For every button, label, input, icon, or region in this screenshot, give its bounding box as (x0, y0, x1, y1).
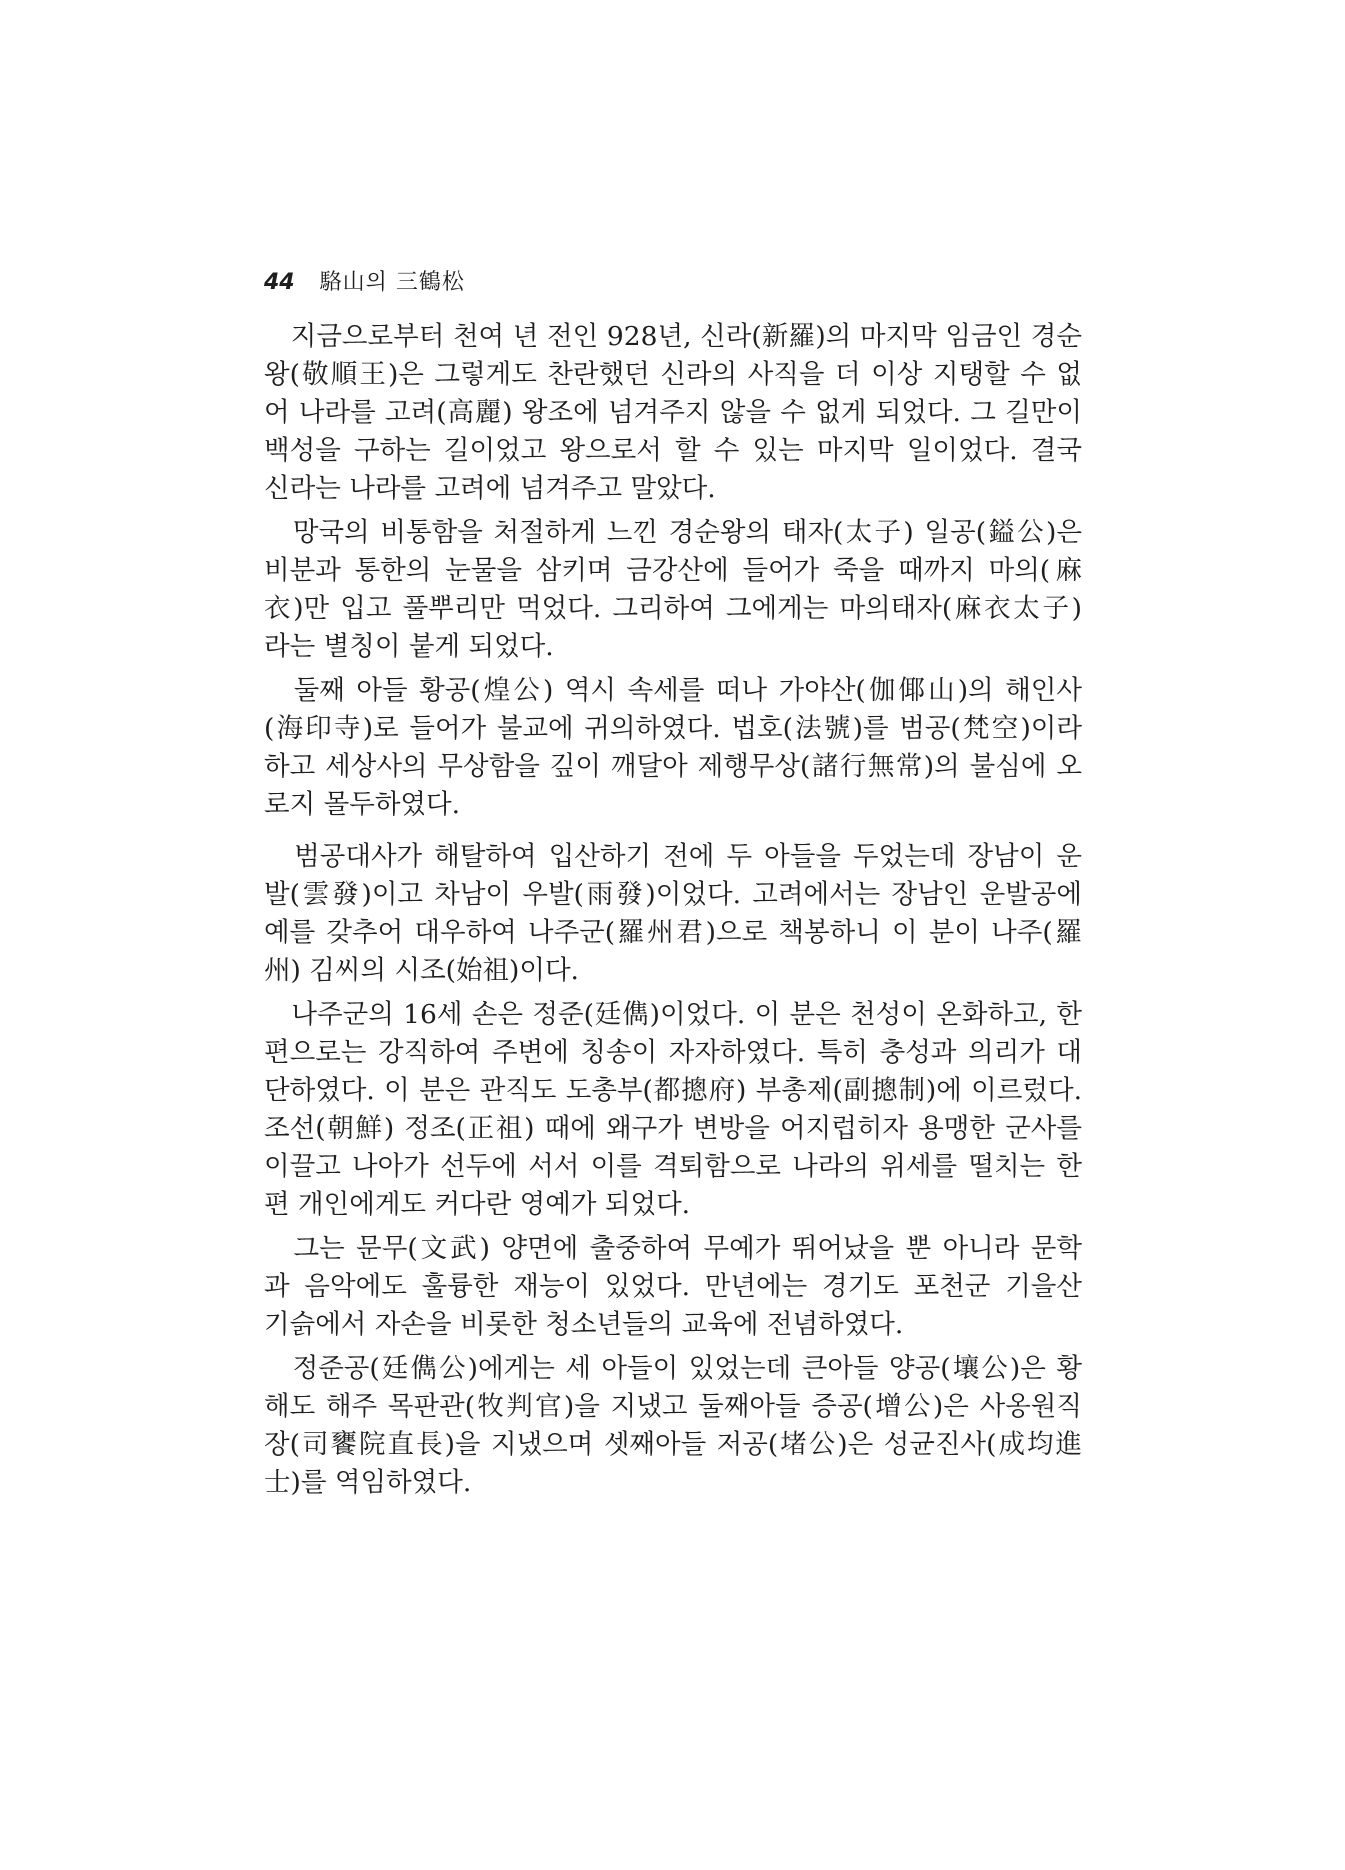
text-line: 어 나라를 고려(高麗) 왕조에 넘겨주지 않을 수 없게 되었다. 그 길만이 (264, 397, 1082, 428)
text-line: 해도 해주 목판관(牧判官)을 지냈고 둘째아들 증공(增公)은 사옹원직 (264, 1391, 1082, 1422)
book-title: 駱山의 三鶴松 (319, 270, 465, 295)
text-line: 라는 별칭이 붙게 되었다. (264, 631, 554, 662)
text-line: 士)를 역임하였다. (264, 1467, 472, 1498)
text-line: 둘째 아들 황공(煌公) 역시 속세를 떠나 가야산(伽倻山)의 해인사 (264, 675, 1082, 706)
paragraph (264, 838, 1082, 990)
page-number: 44 (264, 270, 295, 295)
text-line: 신라는 나라를 고려에 넘겨주고 말았다. (264, 473, 716, 504)
paragraph (264, 672, 1082, 824)
paragraph (264, 318, 1082, 508)
text-line: 그는 문무(文武) 양면에 출중하여 무예가 뛰어났을 뿐 아니라 문학 (264, 1233, 1082, 1264)
paragraph (264, 996, 1082, 1224)
text-line: 범공대사가 해탈하여 입산하기 전에 두 아들을 두었는데 장남이 운 (264, 841, 1082, 872)
running-head (264, 268, 465, 298)
text-line: 예를 갖추어 대우하여 나주군(羅州君)으로 책봉하니 이 분이 나주(羅 (264, 917, 1082, 948)
text-line: 조선(朝鮮) 정조(正祖) 때에 왜구가 변방을 어지럽히자 용맹한 군사를 (264, 1113, 1082, 1144)
text-line: 이끌고 나아가 선두에 서서 이를 격퇴함으로 나라의 위세를 떨치는 한 (264, 1151, 1082, 1182)
text-line: (海印寺)로 들어가 불교에 귀의하였다. 법호(法號)를 범공(梵空)이라 (264, 713, 1082, 744)
paragraph (264, 1350, 1082, 1502)
paragraph (264, 514, 1082, 666)
text-line: 발(雲發)이고 차남이 우발(雨發)이었다. 고려에서는 장남인 운발공에 (264, 879, 1082, 910)
text-line: 편으로는 강직하여 주변에 칭송이 자자하였다. 특히 충성과 의리가 대 (264, 1037, 1082, 1068)
text-line: 州) 김씨의 시조(始祖)이다. (264, 955, 579, 986)
text-line: 衣)만 입고 풀뿌리만 먹었다. 그리하여 그에게는 마의태자(麻衣太子) (264, 593, 1082, 624)
text-line: 편 개인에게도 커다란 영예가 되었다. (264, 1189, 691, 1220)
text-line: 지금으로부터 천여 년 전인 928년, 신라(新羅)의 마지막 임금인 경순 (264, 321, 1082, 352)
text-line: 장(司饔院直長)을 지냈으며 셋째아들 저공(堵公)은 성균진사(成均進 (264, 1429, 1082, 1460)
text-line: 하고 세상사의 무상함을 깊이 깨달아 제행무상(諸行無常)의 불심에 오 (264, 751, 1082, 782)
text-line: 왕(敬順王)은 그렇게도 찬란했던 신라의 사직을 더 이상 지탱할 수 없 (264, 359, 1082, 390)
text-line: 과 음악에도 훌륭한 재능이 있었다. 만년에는 경기도 포천군 기을산 (264, 1271, 1082, 1302)
text-line: 비분과 통한의 눈물을 삼키며 금강산에 들어가 죽을 때까지 마의(麻 (264, 555, 1082, 586)
text-line: 단하였다. 이 분은 관직도 도총부(都摠府) 부총제(副摠制)에 이르렀다. (264, 1075, 1082, 1106)
body-text (264, 318, 1082, 1502)
text-line: 나주군의 16세 손은 정준(廷儁)이었다. 이 분은 천성이 온화하고, 한 (264, 999, 1082, 1030)
paragraph (264, 1230, 1082, 1344)
text-line: 정준공(廷儁公)에게는 세 아들이 있었는데 큰아들 양공(壤公)은 황 (264, 1353, 1082, 1384)
text-line: 기슭에서 자손을 비롯한 청소년들의 교육에 전념하였다. (264, 1309, 904, 1340)
text-line: 백성을 구하는 길이었고 왕으로서 할 수 있는 마지막 일이었다. 결국 (264, 435, 1082, 466)
text-line: 망국의 비통함을 처절하게 느낀 경순왕의 태자(太子) 일공(鎰公)은 (264, 517, 1082, 548)
text-line: 로지 몰두하였다. (264, 789, 461, 820)
